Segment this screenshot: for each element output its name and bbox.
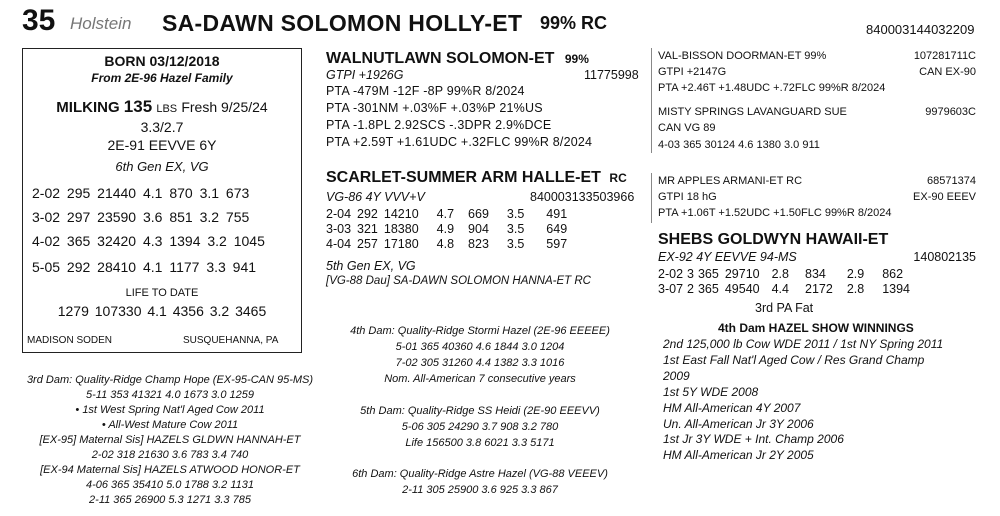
record-row: 5-05 292 28410 4.1 1177 3.3 941 — [32, 259, 257, 275]
cell: 365 — [697, 267, 719, 281]
cell: 823 — [468, 237, 489, 251]
list-item: 2009 — [663, 368, 690, 383]
dam-rc: RC — [609, 171, 627, 185]
sixth-dam-line: 2-11 305 25900 3.6 925 3.3 867 — [402, 484, 558, 496]
fifth-dam-line: Life 156500 3.8 6021 3.3 5171 — [405, 437, 555, 449]
dam-sire-name: MR APPLES ARMANI-ET RC — [658, 175, 803, 187]
owner-location: SUSQUEHANNA, PA — [183, 335, 279, 346]
sire-dam-class: CAN VG 89 — [658, 122, 716, 134]
cell: 3 — [687, 267, 694, 281]
cell: 649 — [546, 222, 568, 236]
life-to-date-label: LIFE TO DATE — [125, 287, 199, 299]
sire-pta-line: PTA -1.8PL 2.92SCS -.3DPR 2.9%DCE — [326, 118, 552, 132]
cell: 2.8 — [771, 267, 789, 281]
cell: 1394 — [882, 282, 911, 296]
cell: 2-02 — [658, 267, 684, 281]
list-item: 2nd 125,000 lb Cow WDE 2011 / 1st NY Spring 2011 — [663, 337, 944, 351]
lot-number: 35 — [22, 4, 56, 37]
cell: 292 — [357, 207, 378, 221]
cell: 491 — [546, 207, 568, 221]
list-item: 1st Jr 3Y WDE + Int. Champ 2006 — [663, 432, 844, 447]
sire-percent: 99% — [564, 52, 589, 66]
fourth-dam-line: 7-02 305 31260 4.4 1382 3.3 1016 — [395, 357, 565, 369]
sire-pta-line: PTA -301NM +.03%F +.03%P 21%US — [326, 101, 543, 115]
sire-sire-name: VAL-BISSON DOORMAN-ET 99% — [658, 50, 827, 62]
cell: 49540 — [724, 282, 760, 296]
fifth-dam-title: 5th Dam: Quality-Ridge SS Heidi (2E-90 EEEVV) — [360, 405, 600, 417]
born-date: BORN 03/12/2018 — [104, 53, 220, 69]
dam-daughter: [VG-88 Dau] SA-DAWN SOLOMON HANNA-ET RC — [326, 275, 591, 287]
fourth-dam-line: Nom. All-American 7 consecutive years — [384, 373, 576, 385]
dam-name: SCARLET-SUMMER ARM HALLE-ET — [326, 169, 601, 186]
milking-unit: LBS — [156, 103, 178, 115]
cell: 3.5 — [506, 222, 525, 236]
cell: 18380 — [383, 222, 419, 236]
sire-gtpi: GTPI +1926G — [326, 68, 404, 82]
third-dam-line: 2-11 365 26900 5.3 1271 3.3 785 — [89, 494, 251, 506]
fourth-dam-title: 4th Dam: Quality-Ridge Stormi Hazel (2E-96 EEEEE) — [350, 325, 610, 337]
dam-records-table — [326, 207, 573, 252]
fourth-dam-block — [330, 323, 630, 387]
sixth-dam-title: 6th Dam: Quality-Ridge Astre Hazel (VG-88 VEEEV) — [352, 468, 608, 480]
rc-percent: 99% RC — [540, 13, 608, 33]
third-dam-block — [10, 373, 330, 508]
sire-pta-line: PTA +2.59T +1.61UDC +.32FLC 99%R 8/2024 — [326, 135, 593, 149]
owner-name: MADISON SODEN — [27, 335, 113, 346]
cell: 862 — [882, 267, 904, 281]
sire-header — [326, 50, 589, 68]
milking-value: 135 — [123, 97, 153, 116]
divider-line — [651, 173, 652, 223]
family-line: From 2E-96 Hazel Family — [91, 71, 233, 85]
cell: 257 — [357, 237, 378, 251]
table-row — [326, 237, 573, 252]
registration-number: 840003144032209 — [866, 22, 975, 37]
dam-dam-name: SHEBS GOLDWYN HAWAII-ET — [658, 231, 889, 248]
life-to-date-record: 1279 107330 4.1 4356 3.2 3465 — [57, 303, 267, 319]
sire-dam-reg: 9979603C — [925, 106, 976, 118]
cell: 3.5 — [506, 237, 525, 251]
dam-sire-reg: 68571374 — [927, 175, 976, 187]
cell: 4.4 — [771, 282, 789, 296]
cell: 4.7 — [436, 207, 455, 221]
sire-sire-gtpi: GTPI +2147G — [658, 66, 727, 78]
cell: 2.8 — [846, 282, 865, 296]
cell: 3.5 — [506, 207, 525, 221]
dam-dam-records-table — [658, 267, 916, 297]
dam-classification: VG-86 4Y VVV+V — [326, 190, 425, 204]
cell: 4.8 — [436, 237, 455, 251]
dam-dam-class: EX-92 4Y EEVVE 94-MS — [658, 250, 797, 264]
dam-generation: 5th Gen EX, VG — [326, 259, 416, 273]
divider-line — [651, 48, 652, 153]
generation: 6th Gen EX, VG — [115, 159, 209, 174]
cell: 669 — [468, 207, 489, 221]
cell: 365 — [697, 282, 719, 296]
list-item: Un. All-American Jr 3Y 2006 — [663, 416, 814, 431]
list-item: HM All-American Jr 2Y 2005 — [663, 448, 814, 463]
table-row — [326, 207, 573, 222]
breed-label: Holstein — [70, 14, 132, 33]
sixth-dam-block — [330, 466, 630, 498]
third-dam-line: 4-06 365 35410 5.0 1788 3.2 1131 — [85, 479, 254, 491]
third-dam-title: 3rd Dam: Quality-Ridge Champ Hope (EX-95-CAN 95-MS) — [26, 374, 314, 386]
third-dam-line: • All-West Mature Cow 2011 — [101, 419, 239, 431]
fifth-dam-line: 5-06 305 24290 3.7 908 3.2 780 — [401, 421, 559, 433]
list-item: 1st East Fall Nat'l Aged Cow / Res Grand Champ — [663, 352, 925, 367]
sire-pta-line: PTA -479M -12F -8P 99%R 8/2024 — [326, 84, 525, 98]
record-row: 2-02 295 21440 4.1 870 3.1 673 — [32, 185, 250, 201]
table-row — [658, 267, 916, 282]
list-item: HM All-American 4Y 2007 — [663, 400, 801, 415]
sire-name: WALNUTLAWN SOLOMON-ET — [326, 50, 555, 67]
cell: 4.9 — [436, 222, 455, 236]
milking-label: MILKING — [56, 99, 120, 116]
fresh-date: Fresh 9/25/24 — [181, 99, 268, 115]
cell: 3-03 — [326, 222, 352, 236]
show-winnings-list — [663, 337, 943, 464]
cell: 2-04 — [326, 207, 352, 221]
classification: 2E-91 EEVVE 6Y — [107, 137, 217, 153]
milking-line — [23, 97, 301, 117]
table-row — [658, 282, 916, 297]
cell: 29710 — [724, 267, 760, 281]
cell: 17180 — [383, 237, 419, 251]
dam-sire-gtpi: GTPI 18 hG — [658, 191, 717, 203]
record-row: 3-02 297 23590 3.6 851 3.2 755 — [32, 209, 250, 225]
cow-name: SA-DAWN SOLOMON HOLLY-ET — [162, 10, 523, 36]
cell: 2 — [687, 282, 694, 296]
cell: 3-07 — [658, 282, 684, 296]
sire-dam-record: 4-03 365 30124 4.6 1380 3.0 911 — [658, 139, 820, 151]
dam-sire-class: EX-90 EEEV — [913, 191, 976, 203]
fifth-dam-block — [330, 403, 630, 451]
dam-header — [326, 169, 627, 187]
third-dam-line: 5-11 353 41321 4.0 1673 3.0 1259 — [85, 389, 254, 401]
dam-dam-reg: 140802135 — [913, 250, 976, 264]
record-row: 4-02 365 32420 4.3 1394 3.2 1045 — [32, 233, 265, 249]
show-winnings-title: 4th Dam HAZEL SHOW WINNINGS — [718, 321, 914, 335]
third-dam-line: [EX-95] Maternal Sis] HAZELS GLDWN HANNAH-ET — [39, 434, 301, 446]
list-item: 1st 5Y WDE 2008 — [663, 384, 759, 399]
third-dam-line: • 1st West Spring Nat'l Aged Cow 2011 — [75, 404, 265, 416]
cell: 834 — [805, 267, 826, 281]
cell: 904 — [468, 222, 489, 236]
dam-reg: 840003133503966 — [530, 190, 635, 204]
dam-sire-pta: PTA +1.06T +1.52UDC +1.50FLC 99%R 8/2024 — [658, 207, 892, 219]
fourth-dam-line: 5-01 365 40360 4.6 1844 3.0 1204 — [395, 341, 565, 353]
third-dam-line: 2-02 318 21630 3.6 783 3.4 740 — [91, 449, 249, 461]
sire-sire-pta: PTA +2.46T +1.48UDC +.72FLC 99%R 8/2024 — [658, 82, 886, 94]
cell: 597 — [546, 237, 568, 251]
ratio: 3.3/2.7 — [140, 119, 184, 135]
sire-sire-reg: 107281711C — [913, 50, 976, 62]
dam-dam-note: 3rd PA Fat — [755, 301, 814, 315]
cow-info-box — [22, 48, 302, 353]
cell: 321 — [357, 222, 378, 236]
sire-reg: 11775998 — [584, 68, 639, 82]
cell: 14210 — [383, 207, 419, 221]
cell: 2172 — [805, 282, 833, 296]
cell: 2.9 — [846, 267, 865, 281]
table-row — [326, 222, 573, 237]
cell: 4-04 — [326, 237, 352, 251]
third-dam-line: [EX-94 Maternal Sis] HAZELS ATWOOD HONOR-ET — [40, 464, 300, 476]
sire-dam-name: MISTY SPRINGS LAVANGUARD SUE — [658, 106, 847, 118]
sire-sire-class: CAN EX-90 — [919, 66, 976, 78]
